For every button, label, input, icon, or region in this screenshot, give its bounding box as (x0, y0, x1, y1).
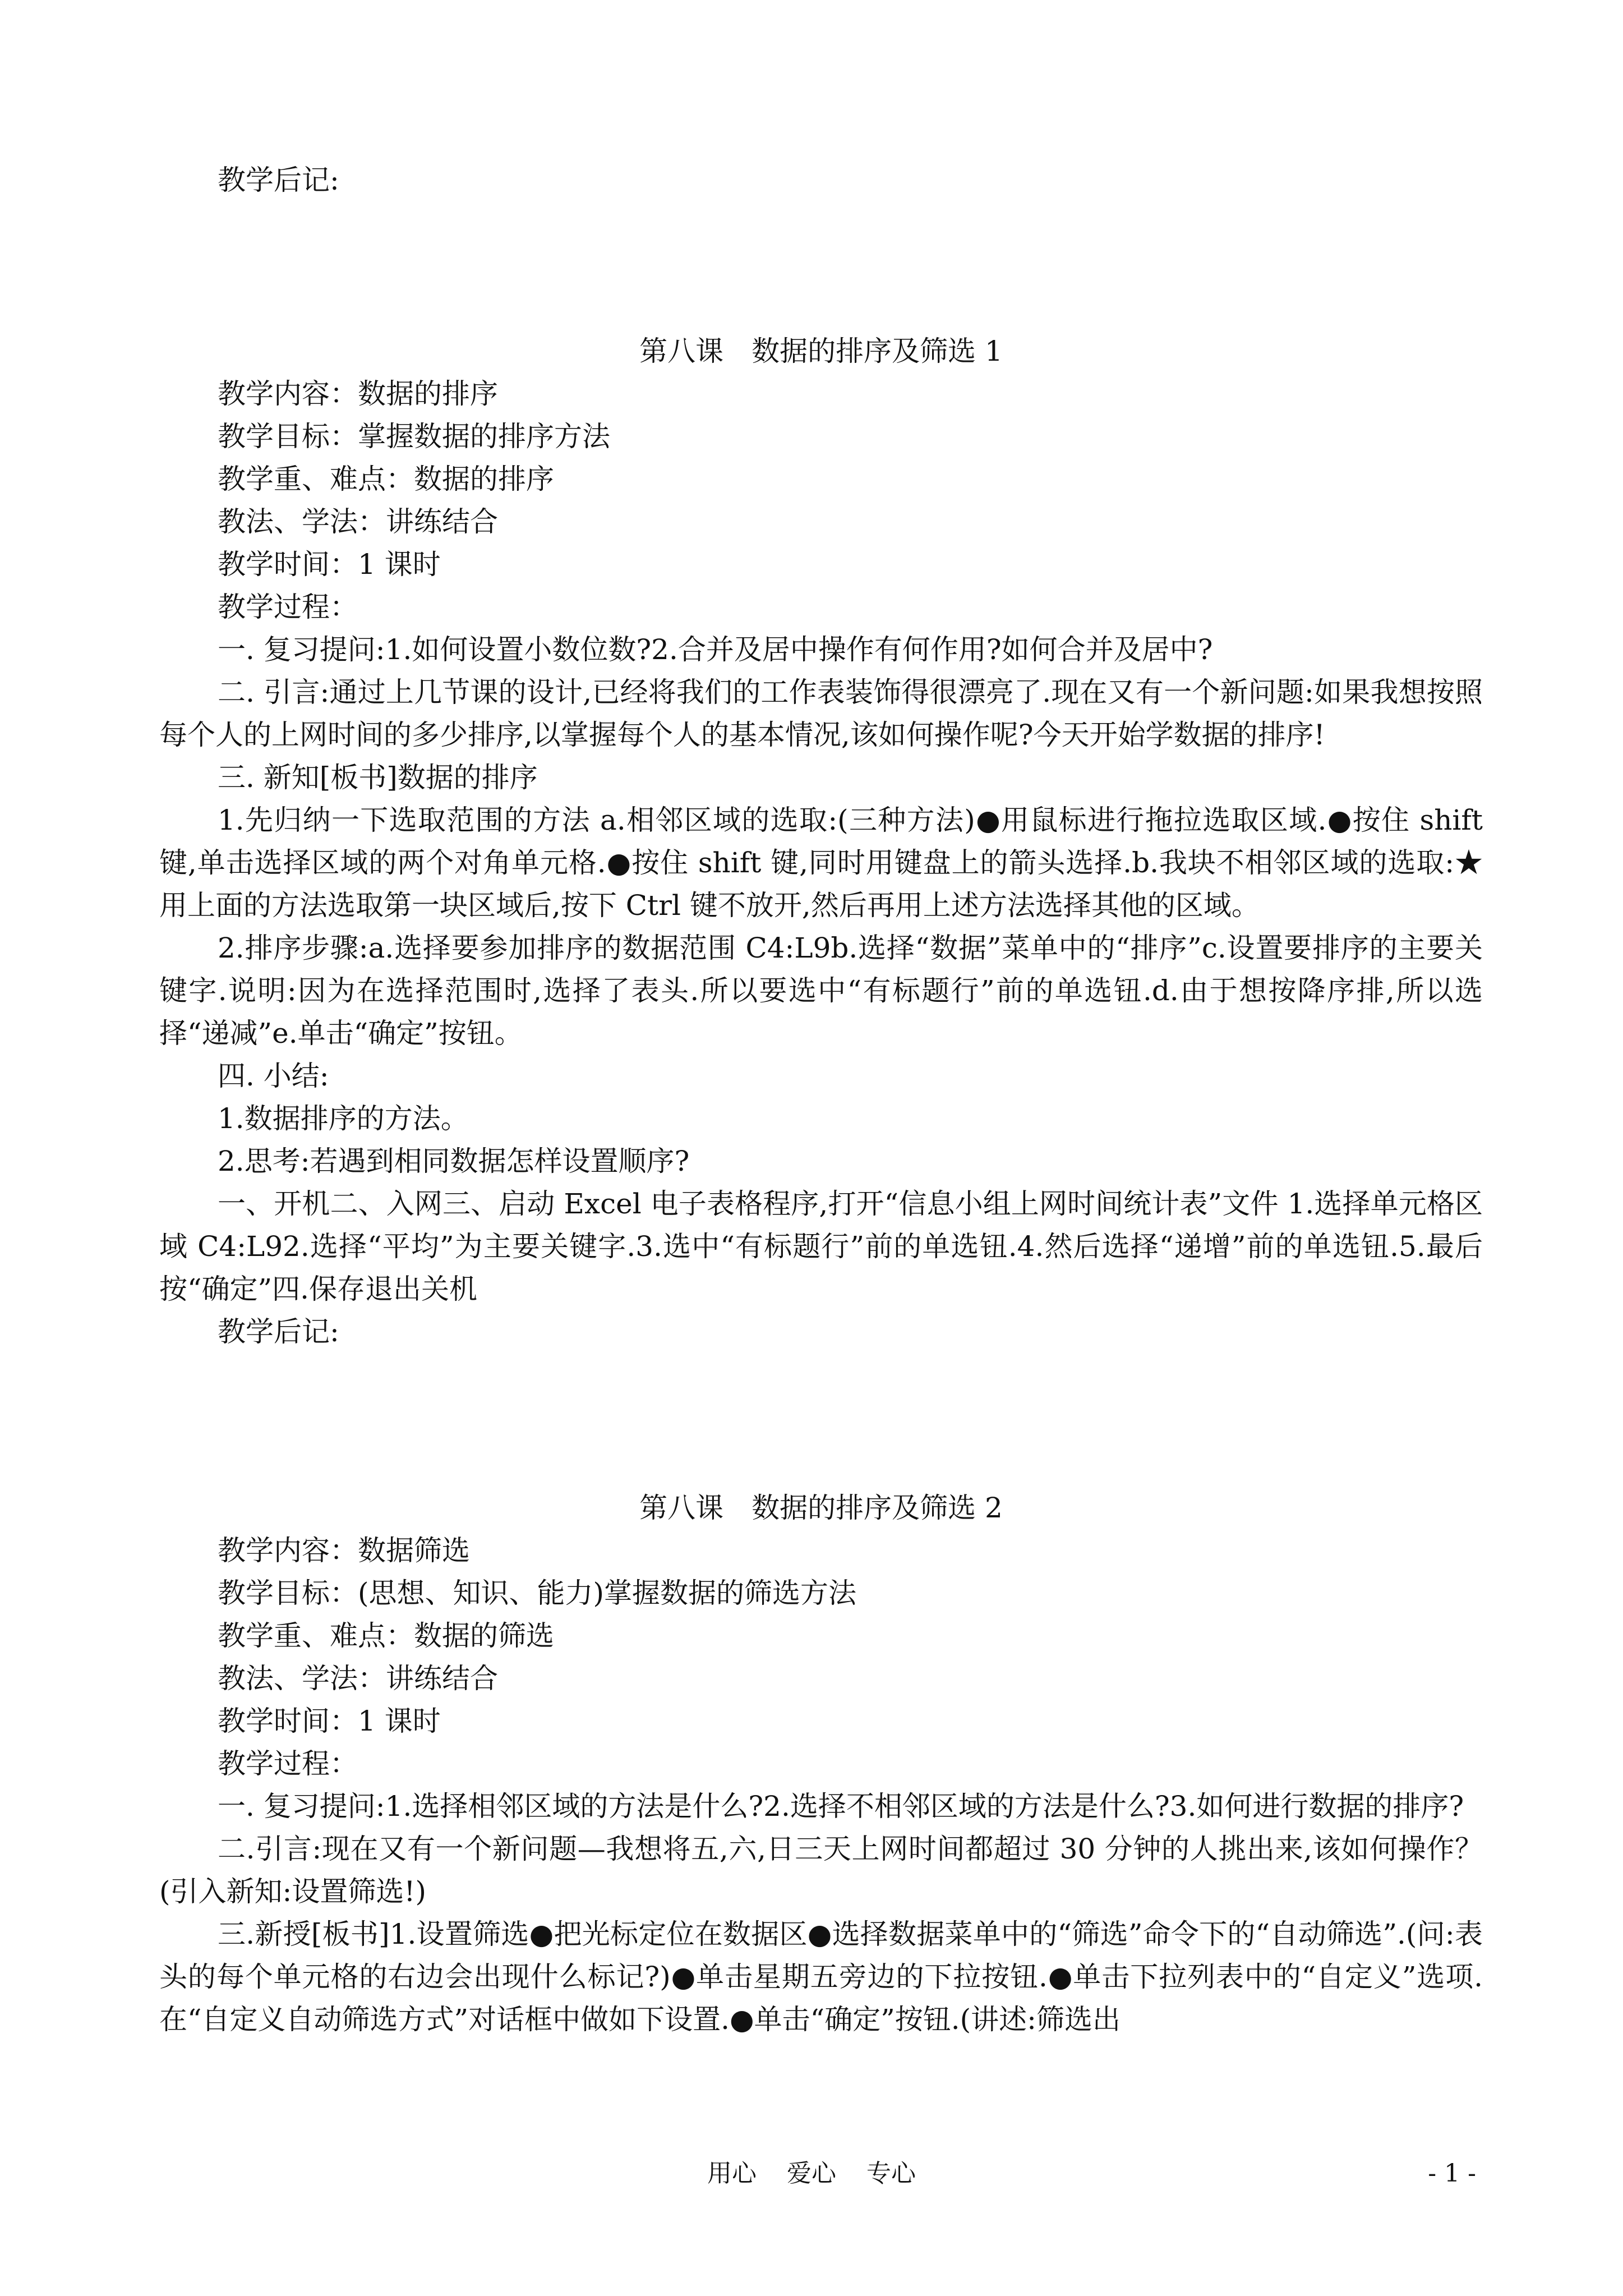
paragraph: 一. 复习提问:1.选择相邻区域的方法是什么?2.选择不相邻区域的方法是什么?3.如何进行数据的排序? (218, 1790, 1464, 1823)
paragraph: 教学目标：(思想、知识、能力)掌握数据的筛选方法 (218, 1577, 857, 1609)
paragraph: 四. 小结: (218, 1060, 329, 1092)
paragraph: 教学重、难点：数据的排序 (218, 463, 554, 495)
lesson-1 (159, 330, 1483, 1353)
paragraph: 教学过程： (218, 1747, 358, 1780)
paragraph: 教学过程： (218, 591, 358, 623)
paragraph: 教学内容：数据的排序 (218, 378, 498, 410)
footer-slogan: 用心 爱心 专心 (707, 2159, 916, 2188)
page-number: - 1 - (1428, 2159, 1476, 2188)
paragraph: 1.数据排序的方法。 (218, 1102, 469, 1135)
paragraph: 二. 引言:通过上几节课的设计,已经将我们的工作表装饰得很漂亮了.现在又有一个新问题:如果我想按照每个人的上网时间的多少排序,以掌握每个人的基本情况,该如何操作呢?今天开始学数据的排序! (159, 676, 1483, 751)
lesson-1-title: 第八课 数据的排序及筛选 1 (639, 335, 1003, 367)
paragraph: 教法、学法：讲练结合 (218, 1662, 498, 1695)
paragraph: 一. 复习提问:1.如何设置小数位数?2.合并及居中操作有何作用?如何合并及居中? (218, 633, 1213, 666)
paragraph: 三. 新知[板书]数据的排序 (218, 761, 538, 794)
top-note-section (159, 159, 1483, 201)
paragraph: 教学时间：1 课时 (218, 548, 441, 581)
paragraph: 教学时间：1 课时 (218, 1705, 441, 1737)
paragraph: 2.排序步骤:a.选择要参加排序的数据范围 C4:L9b.选择“数据”菜单中的“排序”c.设置要排序的主要关键字.说明:因为在选择范围时,选择了表头.所以要选中“有标题行”前的单选钮.d.由于想按降序排,所以选择“递减”e.单击“确定”按钮。 (159, 932, 1483, 1050)
paragraph: 二.引言:现在又有一个新问题—我想将五,六,日三天上网时间都超过 30 分钟的人挑出来,该如何操作？(引入新知:设置筛选!) (159, 1833, 1483, 1908)
paragraph: 一、开机二、入网三、启动 Excel 电子表格程序,打开“信息小组上网时间统计表”文件 1.选择单元格区域 C4:L92.选择“平均”为主要关键字.3.选中“有标题行”前的单选钮.4.然后选择“递增”前的单选钮.5.最后按“确定”四.保存退出关机 (159, 1188, 1483, 1305)
paragraph: 教学内容：数据筛选 (218, 1534, 470, 1567)
paragraph: 1.先归纳一下选取范围的方法 a.相邻区域的选取:(三种方法)●用鼠标进行拖拉选取区域.●按住 shift 键,单击选择区域的两个对角单元格.●按住 shift 键,同时用键盘上的箭头选择.b.我块不相邻区域的选取:★用上面的方法选取第一块区域后,按下 Ctrl 键不放开,然后再用上述方法选择其他的区域。 (159, 804, 1483, 922)
teaching-notes-label: 教学后记: (218, 164, 339, 196)
lesson-2 (159, 1487, 1483, 2041)
paragraph: 教学后记: (218, 1315, 339, 1348)
paragraph: 三.新授[板书]1.设置筛选●把光标定位在数据区●选择数据菜单中的“筛选”命令下的“自动筛选”.(问:表头的每个单元格的右边会出现什么标记?)●单击星期五旁边的下拉按钮.●单击下拉列表中的“自定义”选项.在“自定义自动筛选方式”对话框中做如下设置.●单击“确定”按钮.(讲述:筛选出 (159, 1918, 1483, 2036)
paragraph: 2.思考:若遇到相同数据怎样设置顺序? (218, 1145, 690, 1177)
paragraph: 教法、学法：讲练结合 (218, 505, 498, 538)
lesson-2-title: 第八课 数据的排序及筛选 2 (639, 1492, 1003, 1524)
paragraph: 教学重、难点：数据的筛选 (218, 1619, 554, 1652)
paragraph: 教学目标：掌握数据的排序方法 (218, 420, 610, 453)
